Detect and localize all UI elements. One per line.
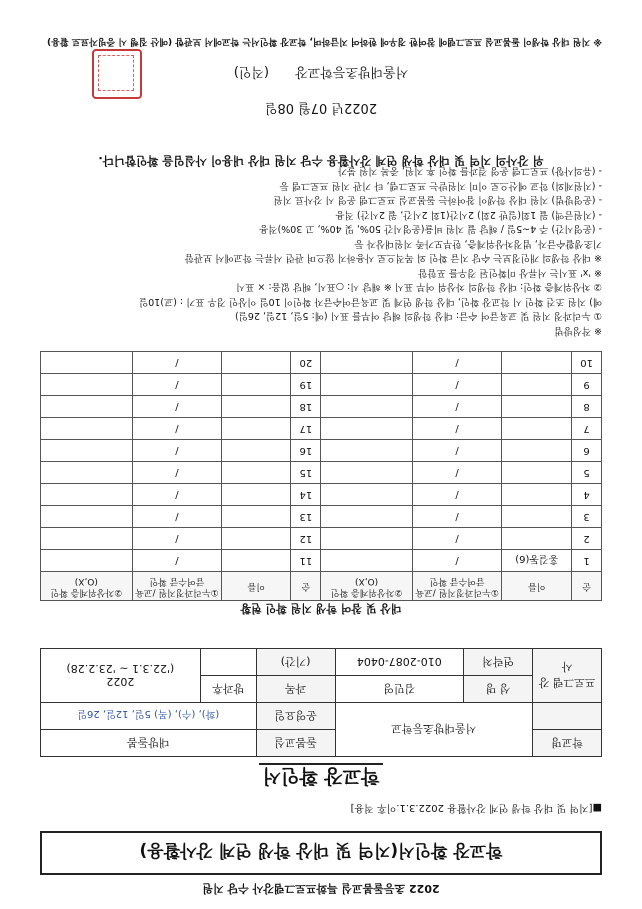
row-name	[222, 396, 291, 418]
official-seal-icon	[92, 49, 142, 99]
notes-block	[40, 163, 602, 337]
row-b	[321, 396, 413, 418]
row-b	[41, 550, 133, 572]
row-no: 5	[572, 462, 602, 484]
row-b	[41, 484, 133, 506]
row-b	[321, 484, 413, 506]
col-b-left: ②차상위계층 확인(O,X)	[321, 572, 413, 601]
table-row	[41, 418, 602, 440]
row-b	[41, 418, 133, 440]
row-no: 19	[291, 374, 321, 396]
row-b	[41, 506, 133, 528]
row-no: 11	[291, 550, 321, 572]
row-name	[222, 374, 291, 396]
col-name-left: 이름	[502, 572, 572, 601]
row-no: 18	[291, 396, 321, 418]
row-a: /	[132, 374, 221, 396]
row-no: 6	[572, 440, 602, 462]
table-row	[41, 396, 602, 418]
row-no: 15	[291, 462, 321, 484]
row-no: 14	[291, 484, 321, 506]
row-name	[502, 396, 572, 418]
note-line: - (지원금액) 월 1회(일반 2회) 2시간(1회 2시간, 월 2시간) 적용	[335, 209, 602, 220]
row-no: 20	[291, 352, 321, 374]
info-table	[40, 648, 602, 757]
row-no: 1	[572, 550, 602, 572]
table-row	[41, 374, 602, 396]
col-b-right: ②차상위계층 확인(O,X)	[41, 572, 133, 601]
row-a: /	[132, 484, 221, 506]
row-a: /	[132, 528, 221, 550]
row-a: /	[412, 418, 501, 440]
row-name	[222, 352, 291, 374]
row-name	[222, 484, 291, 506]
row-name	[502, 352, 572, 374]
row-a: /	[412, 550, 501, 572]
note-line: ※ 작성방법	[554, 325, 602, 336]
row-b	[41, 462, 133, 484]
row-a: /	[132, 506, 221, 528]
school-label-cont	[533, 703, 602, 730]
row-name	[222, 462, 291, 484]
footer-note: ※ 지원 대상 학생이 돌봄교실 프로그램에 참여한 경우에 한하여 지급하며, 학교장 확인서는 학교에서 보관함 (예산 집행 시 증빙자료로 활용)	[47, 36, 602, 46]
row-name	[502, 528, 572, 550]
row-name	[502, 506, 572, 528]
table-row	[41, 440, 602, 462]
col-name-right: 이름	[222, 572, 291, 601]
confirmation-heading-text: 학교장 확인서	[259, 763, 384, 787]
table-row	[41, 484, 602, 506]
days-label: 운영요일	[256, 703, 335, 730]
period-value: 방과후	[200, 676, 256, 703]
term-blank	[200, 649, 256, 676]
document-title: 학교장 확인서(지역 및 대상 학생 연계 강사활용)	[139, 840, 503, 861]
row-b	[321, 462, 413, 484]
applies-note: ■[지역 및 대상 학생 연계 강사활용 2022.3.1.이후 적용]	[350, 802, 602, 813]
row-no: 2	[572, 528, 602, 550]
note-line: ※ 'x' 표시는 서류상 미확인된 경우를 포함함	[418, 267, 602, 278]
row-a: /	[412, 440, 501, 462]
row-no: 12	[291, 528, 321, 550]
document-header: 2022 초등돌봄교실 특화프로그램강사 수당 지원	[202, 882, 440, 895]
row-name	[502, 418, 572, 440]
row-a: /	[412, 462, 501, 484]
note-line: ※ 대상 학생의 개인정보는 수당 지급 확인 외 목적으로 사용하지 않으며 관련 서류는 학교에서 보관함	[184, 252, 602, 264]
document-title-box	[40, 831, 602, 875]
row-name	[502, 440, 572, 462]
row-a: /	[412, 374, 501, 396]
table-row	[41, 462, 602, 484]
row-a: /	[132, 418, 221, 440]
row-a: /	[132, 550, 221, 572]
col-no-right: 순	[291, 572, 321, 601]
table-row	[41, 550, 602, 572]
confirmation-text: 위 강사의 지역 및 대상 학생 연계 강사활용 수당 지원 대상 내용이 사실임을 확인합니다.	[98, 154, 544, 168]
row-a: /	[412, 396, 501, 418]
days-value: (화), (수), (목) 5일, 12일, 26일	[41, 703, 257, 730]
row-name	[222, 506, 291, 528]
row-b	[41, 396, 133, 418]
col-a-left: ①누리과정지원 /교육급여수급 확인	[412, 572, 501, 601]
row-no: 17	[291, 418, 321, 440]
row-no: 7	[572, 418, 602, 440]
row-name: 홍길동(6)	[502, 550, 572, 572]
note-line: ② 차상위계층 확인: 대상 학생의 차상위 여부 표시 ※ 해당 시: ○표시, 해당 없음: × 표시	[236, 281, 602, 293]
row-b	[321, 528, 413, 550]
signature-school: 서울대방초등학교장	[295, 64, 409, 79]
row-b	[321, 550, 413, 572]
row-a: /	[412, 352, 501, 374]
name-value: 김민영	[335, 676, 463, 703]
row-b	[321, 374, 413, 396]
row-name	[502, 462, 572, 484]
issue-date: 2022년 07월 08일	[264, 100, 378, 115]
row-a: /	[132, 440, 221, 462]
row-a: /	[132, 352, 221, 374]
table-row	[41, 352, 602, 374]
row-a: /	[412, 506, 501, 528]
row-name	[222, 550, 291, 572]
row-b	[321, 440, 413, 462]
row-no: 4	[572, 484, 602, 506]
name-label: 성 명	[464, 676, 533, 703]
list-section-title: 대상 및 참여 학생 지원 확인 현황	[240, 602, 402, 615]
row-no: 9	[572, 374, 602, 396]
term-label: (기간)	[256, 649, 335, 676]
student-list-table	[40, 351, 602, 601]
row-name	[222, 418, 291, 440]
row-b	[41, 528, 133, 550]
row-name	[502, 484, 572, 506]
row-a: /	[132, 462, 221, 484]
col-a-right: ①누리과정지원 /교육급여수급 확인	[132, 572, 221, 601]
table-row	[41, 506, 602, 528]
row-no: 16	[291, 440, 321, 462]
row-name	[502, 374, 572, 396]
row-a: /	[412, 484, 501, 506]
term-year: 2022	[106, 675, 135, 689]
class-label: 돌봄교실	[256, 730, 335, 757]
school-value: 서울대방초등학교	[335, 703, 532, 757]
row-no: 3	[572, 506, 602, 528]
phone-value: 010-2087-0404	[335, 649, 463, 676]
row-b	[321, 352, 413, 374]
school-label: 학교명	[533, 730, 602, 757]
note-line: - (운영방법) 지원 대상 학생이 참여하는 돌봄교실 프로그램 운영 시 강사료 지원	[273, 194, 602, 206]
row-b	[41, 374, 133, 396]
note-line: ① 누리과정 지원 및 교육급여 수급: 대상 학생의 해당 여부를 표시 (예: 5일, 12일, 26일)	[234, 310, 602, 322]
row-name	[222, 528, 291, 550]
row-b	[41, 352, 133, 374]
note-line: 예) 지원 조건 확인 시 학교장 확인, 대상 학생 연계 및 교육급여수급자 확인이 10일 이상인 경우 표기 : (교)10일	[139, 296, 602, 307]
row-b	[41, 440, 133, 462]
row-name	[222, 440, 291, 462]
row-a: /	[132, 396, 221, 418]
row-b	[321, 506, 413, 528]
class-value: 대방돌봄	[41, 730, 257, 757]
col-no-left: 순	[572, 572, 602, 601]
note-line: - (지원제외) 학교 예산으로 이미 지원받는 프로그램, 타 기관 지원 프로그램 등	[279, 180, 602, 191]
row-no: 13	[291, 506, 321, 528]
note-line: - (운영시간) 주 4~5일 / 해당 월 지원 비율(운영시간 50%, 및 40%, 고 30%)적용	[259, 223, 602, 235]
period-label: 과목	[256, 676, 335, 703]
term-value	[41, 649, 201, 703]
note-line: - (유의사항) 프로그램 운영 결과를 확인 후 지원, 중복 지원 불가	[337, 165, 602, 177]
seal-label: (직인)	[233, 64, 270, 79]
row-no: 8	[572, 396, 602, 418]
row-no: 10	[572, 352, 602, 374]
table-row	[41, 528, 602, 550]
term-range: ('22.3.1 ~ '23.2.28)	[66, 662, 175, 676]
confirmation-heading	[0, 764, 642, 791]
teacher-label: 프로그램 강사	[533, 649, 602, 703]
row-b	[321, 418, 413, 440]
row-a: /	[412, 528, 501, 550]
phone-label: 연락처	[464, 649, 533, 676]
note-line: 기초생활수급자, 법정차상위계층, 한부모가족 지원대상자 등	[354, 238, 602, 249]
